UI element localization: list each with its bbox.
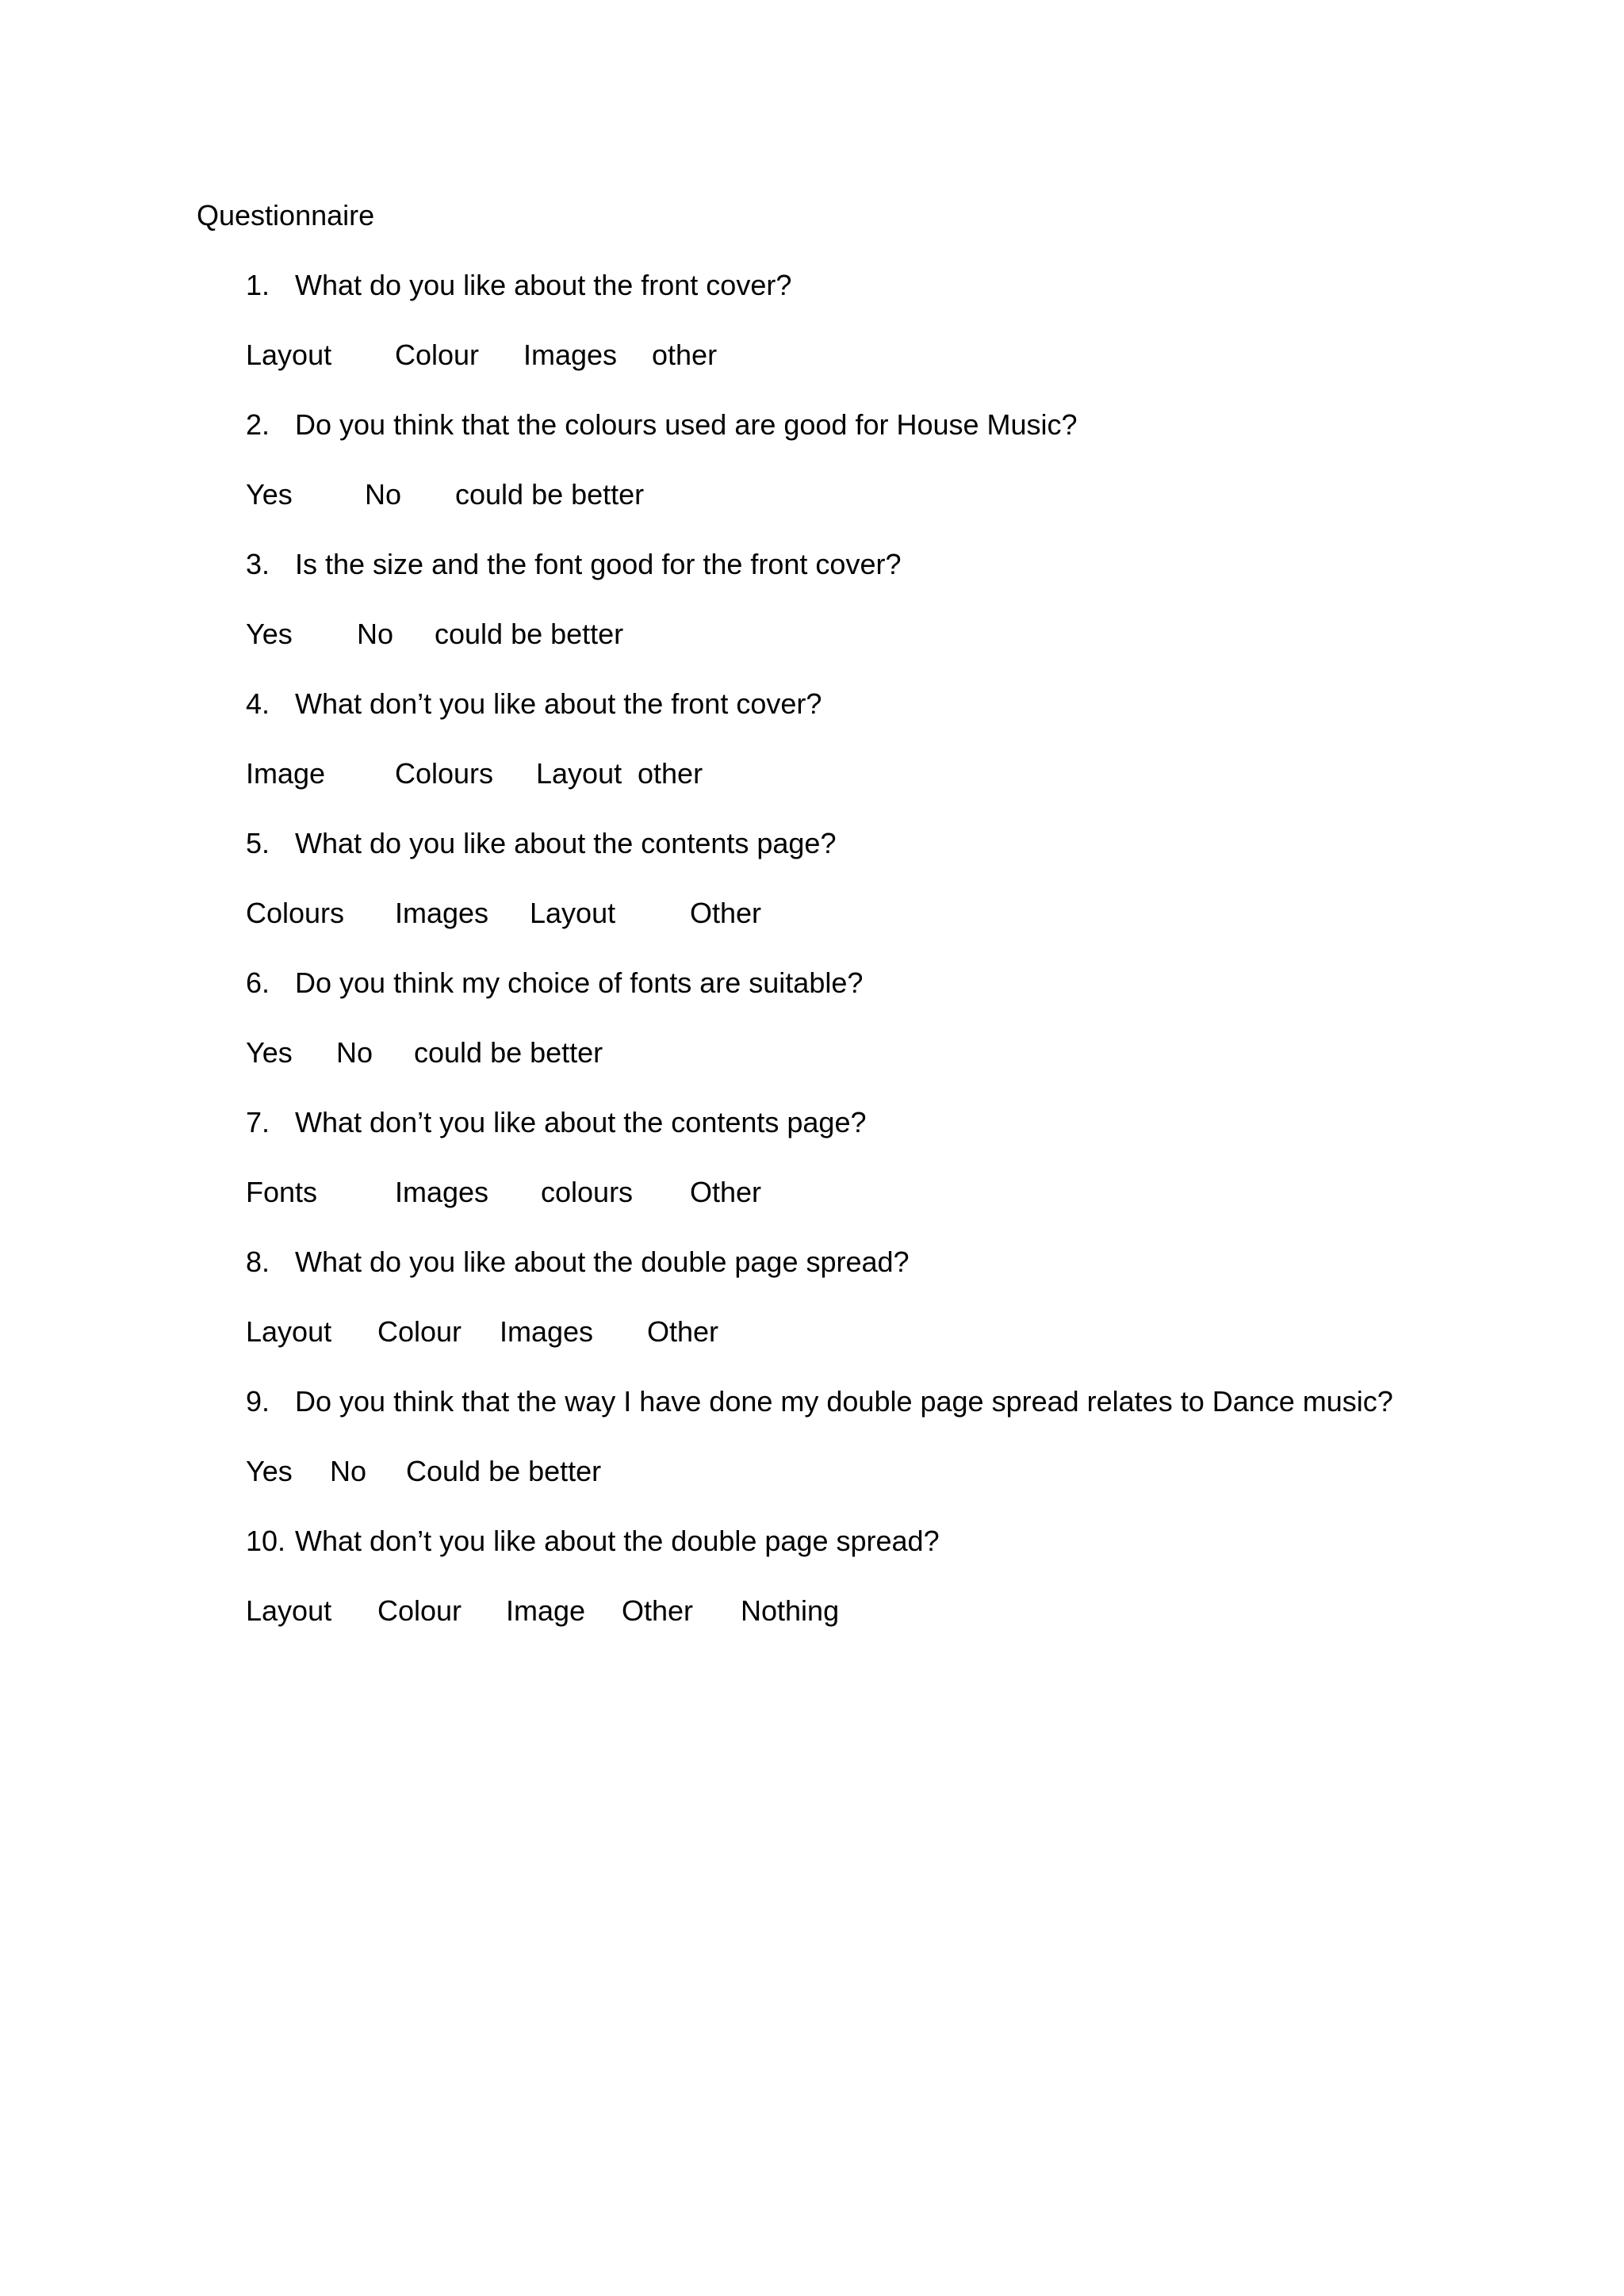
answer-option: Yes [246, 618, 293, 650]
answer-option: Could be better [406, 1455, 602, 1487]
question-text: Do you think that the way I have done my double page spread relates to Dance music? [295, 1385, 1393, 1418]
answer-option: Colours [395, 757, 494, 790]
answer-option: Other [647, 1315, 719, 1348]
answer-option: Image [246, 757, 326, 790]
answer-option: No [365, 478, 402, 511]
answer-option: Layout [246, 1594, 332, 1627]
question-number: 4. [246, 687, 270, 720]
question-number: 10. [246, 1525, 286, 1557]
answer-option: Other [690, 1176, 762, 1208]
answer-option: Colour [377, 1594, 462, 1627]
question-number: 8. [246, 1246, 270, 1278]
question-text: What don’t you like about the contents page? [295, 1106, 867, 1138]
answer-option: Colour [377, 1315, 462, 1348]
answer-option: Yes [246, 1036, 293, 1069]
question-text: What do you like about the front cover? [295, 269, 792, 301]
answer-option: Images [500, 1315, 594, 1348]
document-title: Questionnaire [197, 199, 375, 232]
answer-option: Layout [246, 339, 332, 371]
answer-option: Other [690, 897, 762, 929]
answer-option: No [330, 1455, 367, 1487]
answer-option: No [336, 1036, 373, 1069]
answer-option: Layout [536, 757, 622, 790]
question-number: 1. [246, 269, 270, 301]
question-text: Do you think that the colours used are good for House Music? [295, 408, 1078, 441]
question-text: What don’t you like about the front cover? [295, 687, 822, 720]
answer-option: Layout [530, 897, 616, 929]
answer-option: could be better [414, 1036, 603, 1069]
answer-option: Layout [246, 1315, 332, 1348]
question-number: 2. [246, 408, 270, 441]
question-text: Is the size and the font good for the front cover? [295, 548, 902, 580]
question-number: 7. [246, 1106, 270, 1138]
answer-option: Fonts [246, 1176, 318, 1208]
question-text: What don’t you like about the double page spread? [295, 1525, 940, 1557]
answer-option: Images [395, 1176, 489, 1208]
question-text: What do you like about the double page spread? [295, 1246, 910, 1278]
answer-option: Other [622, 1594, 694, 1627]
answer-option: could be better [435, 618, 624, 650]
answer-option: Images [523, 339, 618, 371]
answer-option: No [357, 618, 394, 650]
answer-option: Yes [246, 478, 293, 511]
answer-option: Yes [246, 1455, 293, 1487]
answer-option: Images [395, 897, 489, 929]
question-number: 9. [246, 1385, 270, 1418]
answer-option: other [638, 757, 703, 790]
answer-option: Colours [246, 897, 345, 929]
question-number: 6. [246, 966, 270, 999]
question-number: 5. [246, 827, 270, 859]
answer-option: Image [506, 1594, 586, 1627]
answer-option: could be better [455, 478, 645, 511]
answer-option: Nothing [741, 1594, 840, 1627]
question-number: 3. [246, 548, 270, 580]
question-text: What do you like about the contents page? [295, 827, 837, 859]
answer-option: other [652, 339, 718, 371]
question-text: Do you think my choice of fonts are suitable? [295, 966, 864, 999]
answer-option: Colour [395, 339, 480, 371]
answer-option: colours [541, 1176, 634, 1208]
